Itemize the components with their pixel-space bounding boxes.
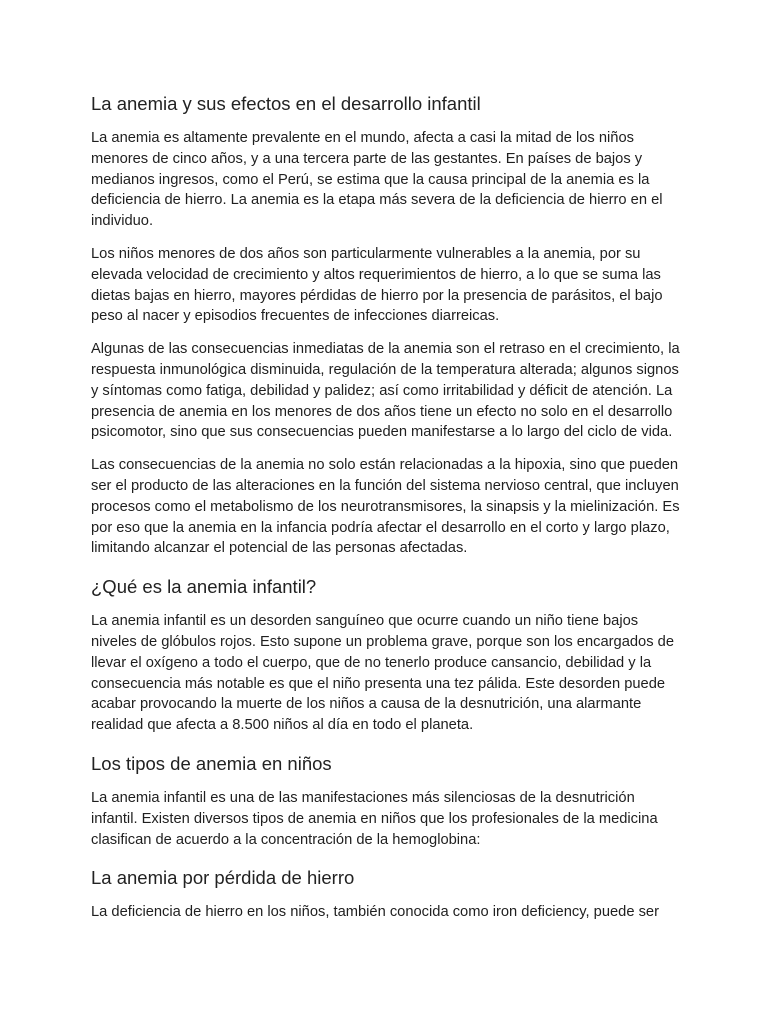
section-paragraph-tipos: La anemia infantil es una de las manifestaciones más silenciosas de la desnutrición infantil. Existen diversos tipos de anemia en niños que los profesionales de la medicina clasifican de acuerdo a la concentración de la hemoglobina:	[91, 789, 658, 848]
document-page	[91, 92, 683, 935]
section-heading-perdida-hierro: La anemia por pérdida de hierro	[91, 867, 355, 889]
section-paragraph-perdida-hierro: La deficiencia de hierro en los niños, también conocida como iron deficiency, puede ser	[91, 904, 659, 921]
section-paragraph-que-es: La anemia infantil es un desorden sanguíneo que ocurre cuando un niño tiene bajos niveles de glóbulos rojos. Esto supone un problema grave, porque son los encargados de llevar el oxígeno a todo el cuerpo, que de no tenerlo produce cansancio, debilidad y la consecuencia más notable es que el niño presenta una tez pálida. Este desorden puede acabar provocando la muerte de los niños a causa de la desnutrición, una alarmante realidad que afecta a 8.500 niños al día en todo el planeta.	[91, 613, 674, 734]
section-heading-tipos: Los tipos de anemia en niños	[91, 752, 332, 774]
intro-paragraph-1: La anemia es altamente prevalente en el mundo, afecta a casi la mitad de los niños menores de cinco años, y a una tercera parte de las gestantes. En países de bajos y medianos ingresos, como el Perú, se estima que la causa principal de la anemia es la deficiencia de hierro. La anemia es la etapa más severa de la deficiencia de hierro en el individuo.	[91, 130, 663, 230]
intro-paragraph-3: Algunas de las consecuencias inmediatas de la anemia son el retraso en el crecimiento, la respuesta inmunológica disminuida, regulación de la temperatura alterada; algunos signos y síntomas como fatiga, debilidad y palidez; así como irritabilidad y déficit de atención. La presencia de anemia en los menores de dos años tiene un efecto no solo en el desarrollo psicomotor, sino que sus consecuencias pueden manifestarse a lo largo del ciclo de vida.	[91, 341, 680, 441]
intro-paragraph-4: Las consecuencias de la anemia no solo están relacionadas a la hipoxia, sino que pueden ser el producto de las alteraciones en la función del sistema nervioso central, que incluyen procesos como el metabolismo de los neurotransmisores, la sinapsis y la mielinización. Es por eso que la anemia en la infancia podría afectar el desarrollo en el corto y largo plazo, limitando alcanzar el potencial de las personas afectadas.	[91, 457, 680, 557]
intro-paragraph-2: Los niños menores de dos años son particularmente vulnerables a la anemia, por su elevada velocidad de crecimiento y altos requerimientos de hierro, a lo que se suma las dietas bajas en hierro, mayores pérdidas de hierro por la presencia de parásitos, el bajo peso al nacer y episodios frecuentes de infecciones diarreicas.	[91, 245, 663, 325]
section-heading-que-es: ¿Qué es la anemia infantil?	[91, 576, 317, 598]
document-title: La anemia y sus efectos en el desarrollo infantil	[91, 93, 481, 114]
